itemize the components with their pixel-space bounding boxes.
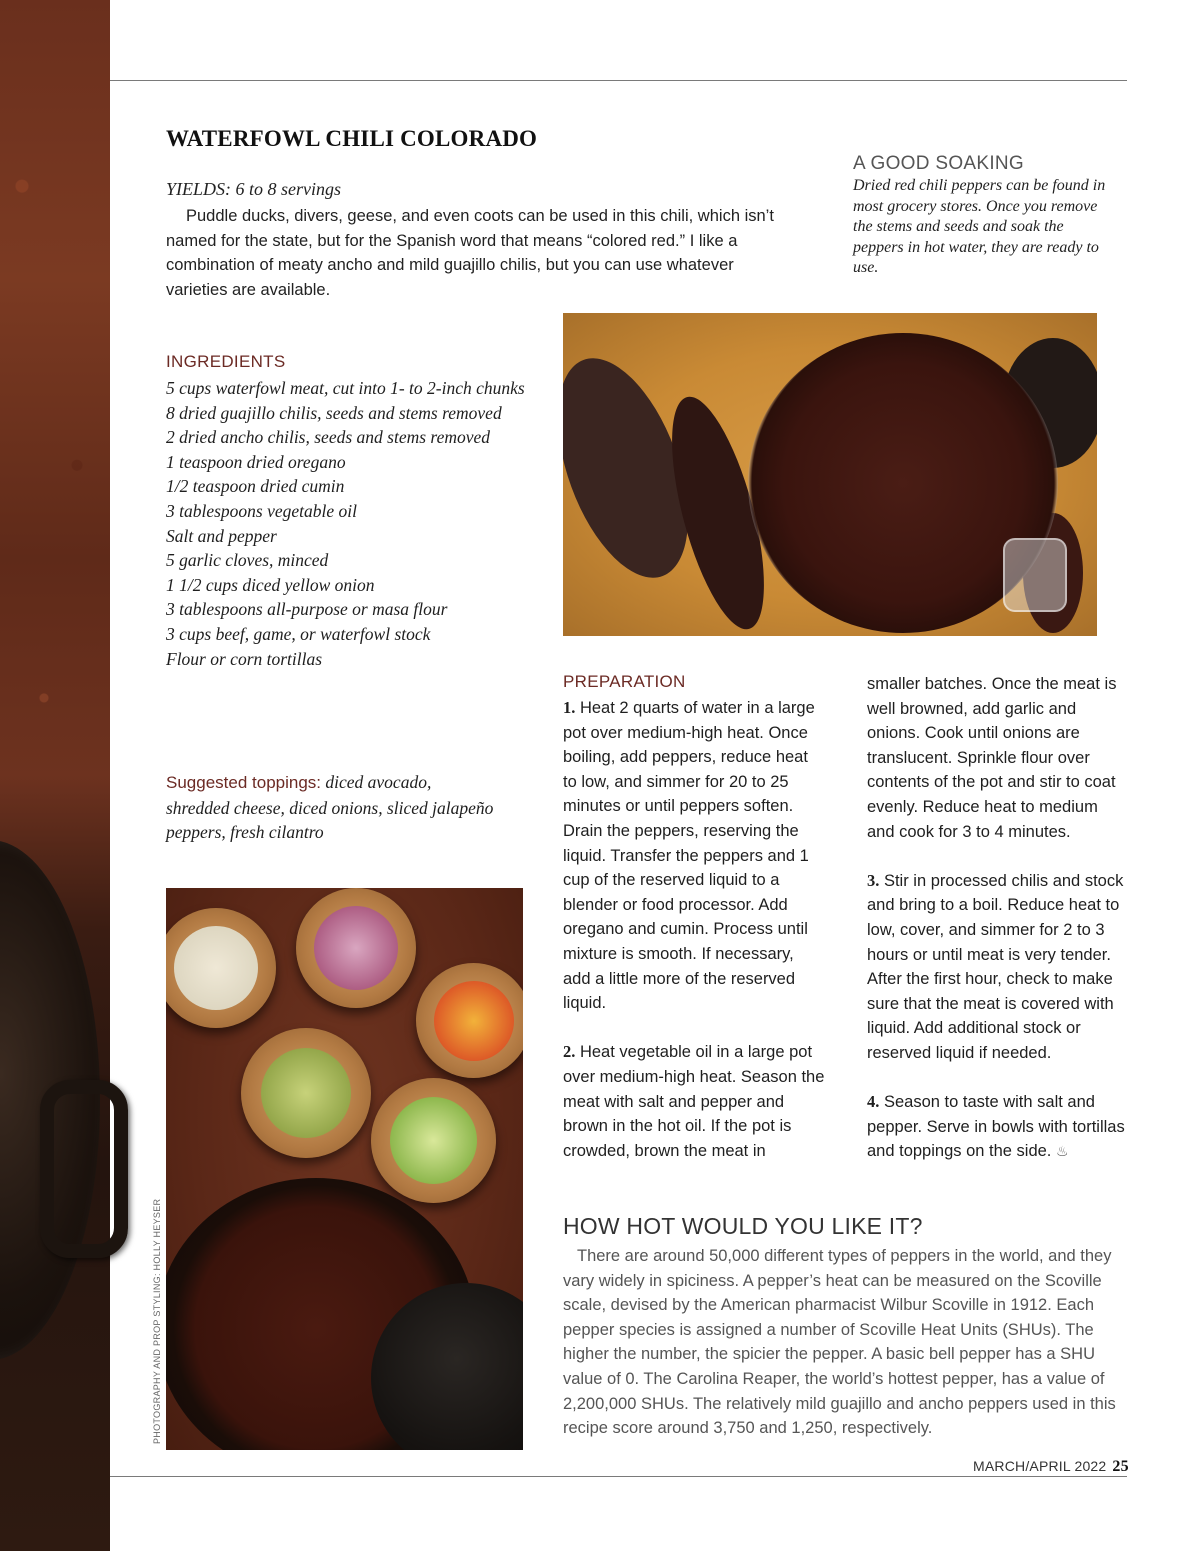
soaking-peppers-photo: [563, 313, 1097, 636]
ingredients-list: [166, 376, 526, 671]
step-text: smaller batches. Once the meat is well browned, add garlic and onions. Cook until onions are translucent. Sprinkle flour over contents of the pot and stir to coat evenly. Reduce heat to medium and cook for 3 to 4 minutes.: [867, 675, 1117, 841]
suggested-toppings: [166, 770, 496, 845]
ingredient-item: 1 1/2 cups diced yellow onion: [166, 574, 375, 595]
lime-image: [390, 1097, 477, 1184]
photo-credit: PHOTOGRAPHY AND PROP STYLING: HOLLY HEYSER: [152, 1198, 162, 1444]
toppings-and-chili-photo: [166, 888, 523, 1450]
step-number: 1.: [563, 698, 576, 717]
issue-date: MARCH/APRIL 2022: [973, 1458, 1107, 1474]
step-text: Season to taste with salt and pepper. Serve in bowls with tortillas and toppings on the side.: [867, 1093, 1125, 1161]
sidebar-heading: A GOOD SOAKING: [853, 153, 1025, 174]
step-number: 2.: [563, 1042, 576, 1062]
ingredient-item: 1/2 teaspoon dried cumin: [166, 476, 345, 497]
recipe-title: WATERFOWL CHILI COLORADO: [166, 126, 538, 151]
peppers-image: [434, 981, 514, 1061]
cup-handle-image: [1003, 538, 1067, 612]
step-text: Heat 2 quarts of water in a large pot over medium-high heat. Once boiling, add peppers, reduce heat to low, and simmer for 20 to 25 minutes or until peppers soften. Drain the peppers, reserving the liquid. Transfer the peppers and 1 cup of the reserved liquid to a blender or food processor. Add oregano and cumin. Process until mixture is smooth. If necessary, add a little more of the reserved liquid.: [563, 699, 815, 1013]
top-divider: [110, 80, 1127, 81]
preparation-heading: PREPARATION: [563, 672, 686, 691]
decorative-side-photo: [0, 0, 110, 1551]
ingredient-item: 1 teaspoon dried oregano: [166, 451, 346, 472]
sidebar-body: Dried red chili peppers can be found in most grocery stores. Once you remove the stems and seeds and soak the peppers in hot water, they are ready to use.: [853, 177, 1106, 276]
ingredient-item: 3 cups beef, game, or waterfowl stock: [166, 623, 431, 644]
ingredient-item: 3 tablespoons vegetable oil: [166, 500, 358, 521]
avocado-image: [261, 1048, 351, 1138]
prep-step-3: [867, 869, 1129, 1066]
prep-step-4: [867, 1090, 1129, 1164]
step-number: 3.: [867, 870, 880, 890]
recipe-yields: YIELDS: 6 to 8 servings: [166, 179, 341, 199]
prep-step-1: [563, 696, 825, 1016]
ingredient-item: Flour or corn tortillas: [166, 648, 323, 669]
onion-image: [314, 906, 398, 990]
bottom-divider: [110, 1476, 1127, 1477]
ingredient-item: 5 cups waterfowl meat, cut into 1- to 2-inch chunks: [166, 378, 525, 398]
ingredient-item: Salt and pepper: [166, 525, 277, 546]
cheese-image: [174, 926, 258, 1010]
page-footer: [973, 1458, 1129, 1476]
hot-box-heading: HOW HOT WOULD YOU LIKE IT?: [563, 1213, 923, 1239]
hot-box-body: There are around 50,000 different types of peppers in the world, and they vary widely in spiciness. A pepper’s heat can be measured on the Scoville scale, devised by the American pharmacist Wilbur Scoville in 1912. Each pepper species is assigned a number of Scoville Heat Units (SHUs). The higher the number, the spicier the pepper. A basic bell pepper has a SHU value of 0. The Carolina Reaper, the world’s hottest pepper, has a value of 2,200,000 SHUs. The relatively mild guajillo and ancho peppers used in this recipe score around 3,750 and 1,250, respectively.: [563, 1247, 1116, 1438]
prep-step-2-continued: [867, 672, 1129, 844]
recipe-intro: Puddle ducks, divers, geese, and even coots can be used in this chili, which isn’t named for the state, but for the Spanish word that means “colored red.” I like a combination of meaty ancho and mild guajillo chilis, but you can use whatever varieties are available.: [166, 207, 774, 299]
ingredient-item: 8 dried guajillo chilis, seeds and stems removed: [166, 402, 502, 423]
page-number: 25: [1112, 1458, 1129, 1475]
ingredients-heading: INGREDIENTS: [166, 352, 286, 371]
pot-handle-image: [40, 1080, 128, 1258]
toppings-label: Suggested toppings:: [166, 773, 322, 792]
ingredient-item: 3 tablespoons all-purpose or masa flour: [166, 599, 448, 620]
toppings-text: diced avocado, shredded cheese, diced onions, sliced jalapeño peppers, fresh cilantro: [166, 772, 494, 843]
end-mark-icon: ♨: [1056, 1143, 1069, 1160]
ingredient-item: 2 dried ancho chilis, seeds and stems removed: [166, 427, 491, 448]
preparation-column-2: [867, 672, 1129, 1188]
preparation-column-1: [563, 696, 825, 1188]
prep-step-2: [563, 1040, 825, 1163]
step-text: Stir in processed chilis and stock and bring to a boil. Reduce heat to low, cover, and simmer for 2 to 3 hours or until meat is very tender. After the first hour, check to make sure that the meat is covered with liquid. Add additional stock or reserved liquid if needed.: [867, 871, 1124, 1062]
step-number: 4.: [867, 1092, 880, 1112]
step-text: Heat vegetable oil in a large pot over medium-high heat. Season the meat with salt and pepper and brown in the hot oil. If the pot is crowded, brown the meat in: [563, 1043, 825, 1160]
ingredient-item: 5 garlic cloves, minced: [166, 550, 329, 571]
